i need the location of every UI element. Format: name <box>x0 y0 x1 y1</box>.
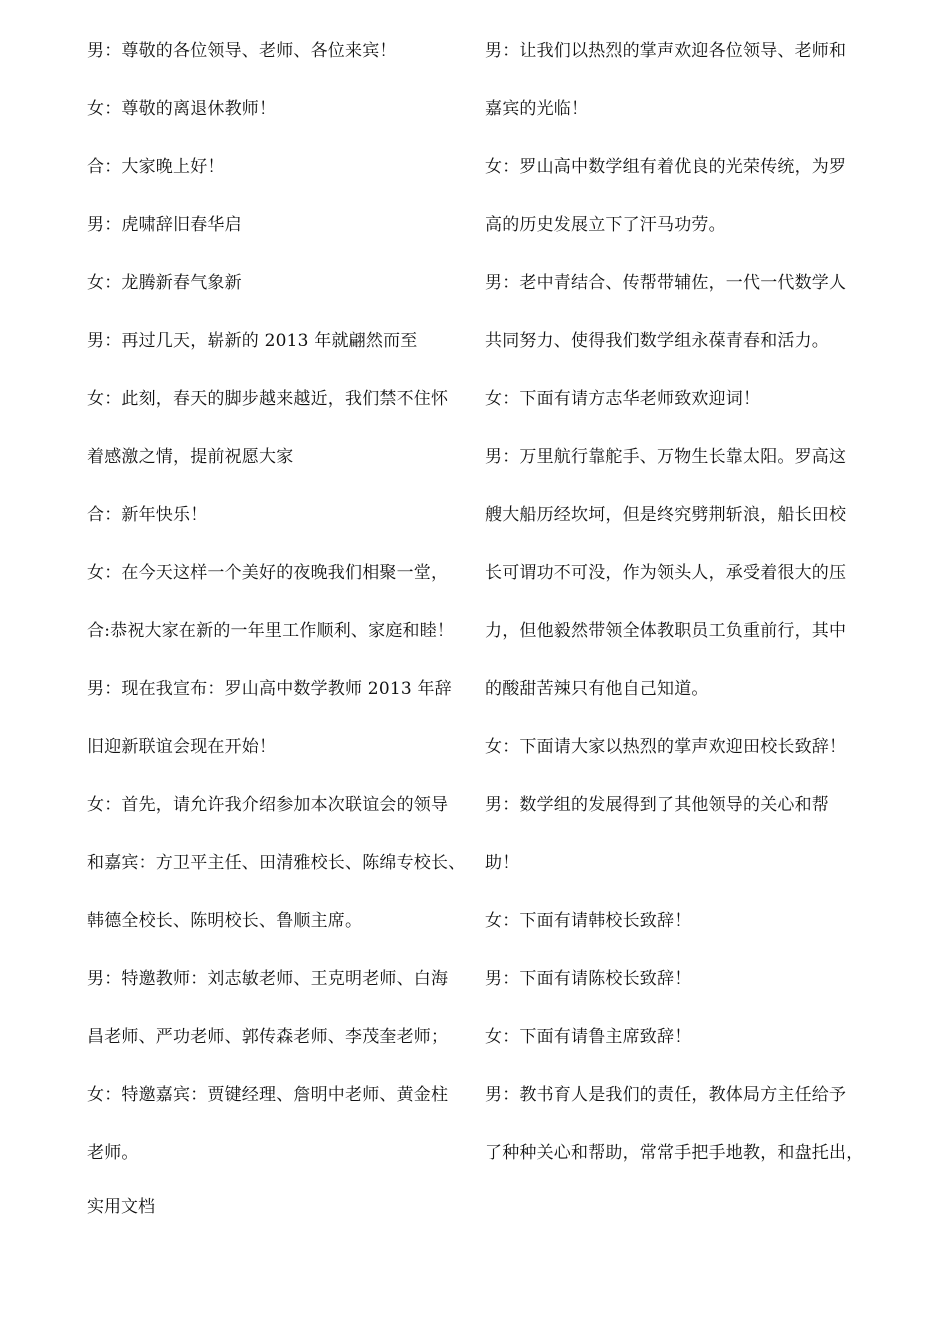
text-line: 力，但他毅然带领全体教职员工负重前行，其中 <box>485 621 847 641</box>
left-column <box>87 36 466 1196</box>
text-line: 女：罗山高中数学组有着优良的光荣传统，为罗 <box>485 157 847 177</box>
text-line: 女：下面有请鲁主席致辞！ <box>485 1027 692 1047</box>
text-line: 男：万里航行靠舵手、万物生长靠太阳。罗高这 <box>485 447 847 467</box>
text-line: 合:恭祝大家在新的一年里工作顺利、家庭和睦！ <box>87 621 455 641</box>
text-line: 女：龙腾新春气象新 <box>87 273 242 293</box>
text-line: 女：特邀嘉宾：贾键经理、詹明中老师、黄金柱 <box>87 1085 449 1105</box>
text-line: 男：尊敬的各位领导、老师、各位来宾！ <box>87 41 397 61</box>
text-line: 助！ <box>485 853 520 873</box>
text-line: 共同努力、使得我们数学组永葆青春和活力。 <box>485 331 829 351</box>
text-line: 男：下面有请陈校长致辞！ <box>485 969 692 989</box>
text-line: 女：下面请大家以热烈的掌声欢迎田校长致辞！ <box>485 737 847 757</box>
text-line: 男：老中青结合、传帮带辅佐，一代一代数学人 <box>485 273 847 293</box>
text-line: 着感激之情，提前祝愿大家 <box>87 447 294 467</box>
document-footer: 实用文档 <box>87 1197 155 1217</box>
text-line: 合：大家晚上好！ <box>87 157 225 177</box>
text-line: 韩德全校长、陈明校长、鲁顺主席。 <box>87 911 363 931</box>
text-line: 女：下面有请方志华老师致欢迎词！ <box>485 389 761 409</box>
text-line: 嘉宾的光临！ <box>485 99 589 119</box>
text-line: 高的历史发展立下了汗马功劳。 <box>485 215 726 235</box>
text-line: 女：下面有请韩校长致辞！ <box>485 911 692 931</box>
text-line: 合：新年快乐！ <box>87 505 208 525</box>
text-line: 男：现在我宣布：罗山高中数学教师 2013 年辞 <box>87 679 452 699</box>
text-line: 男：虎啸辞旧春华启 <box>87 215 242 235</box>
text-line: 长可谓功不可没，作为领头人，承受着很大的压 <box>485 563 847 583</box>
text-line: 女：首先，请允许我介绍参加本次联谊会的领导 <box>87 795 449 815</box>
text-line: 旧迎新联谊会现在开始！ <box>87 737 277 757</box>
text-line: 男：再过几天，崭新的 2013 年就翩然而至 <box>87 331 418 351</box>
text-line: 女：此刻，春天的脚步越来越近，我们禁不住怀 <box>87 389 449 409</box>
text-line: 男：特邀教师：刘志敏老师、王克明老师、白海 <box>87 969 449 989</box>
text-line: 女：尊敬的离退休教师！ <box>87 99 277 119</box>
text-line: 女：在今天这样一个美好的夜晚我们相聚一堂， <box>87 563 449 583</box>
text-line: 昌老师、严功老师、郭传森老师、李茂奎老师； <box>87 1027 449 1047</box>
text-line: 老师。 <box>87 1143 139 1163</box>
text-line: 男：数学组的发展得到了其他领导的关心和帮 <box>485 795 829 815</box>
text-line: 艘大船历经坎坷，但是终究劈荆斩浪，船长田校 <box>485 505 847 525</box>
right-column <box>485 36 864 1196</box>
text-line: 男：让我们以热烈的掌声欢迎各位领导、老师和 <box>485 41 847 61</box>
text-line: 了种种关心和帮助，常常手把手地教，和盘托出， <box>485 1143 864 1163</box>
text-line: 的酸甜苦辣只有他自己知道。 <box>485 679 709 699</box>
text-line: 男：教书育人是我们的责任，教体局方主任给予 <box>485 1085 847 1105</box>
text-line: 和嘉宾：方卫平主任、田清雅校长、陈绵专校长、 <box>87 853 466 873</box>
